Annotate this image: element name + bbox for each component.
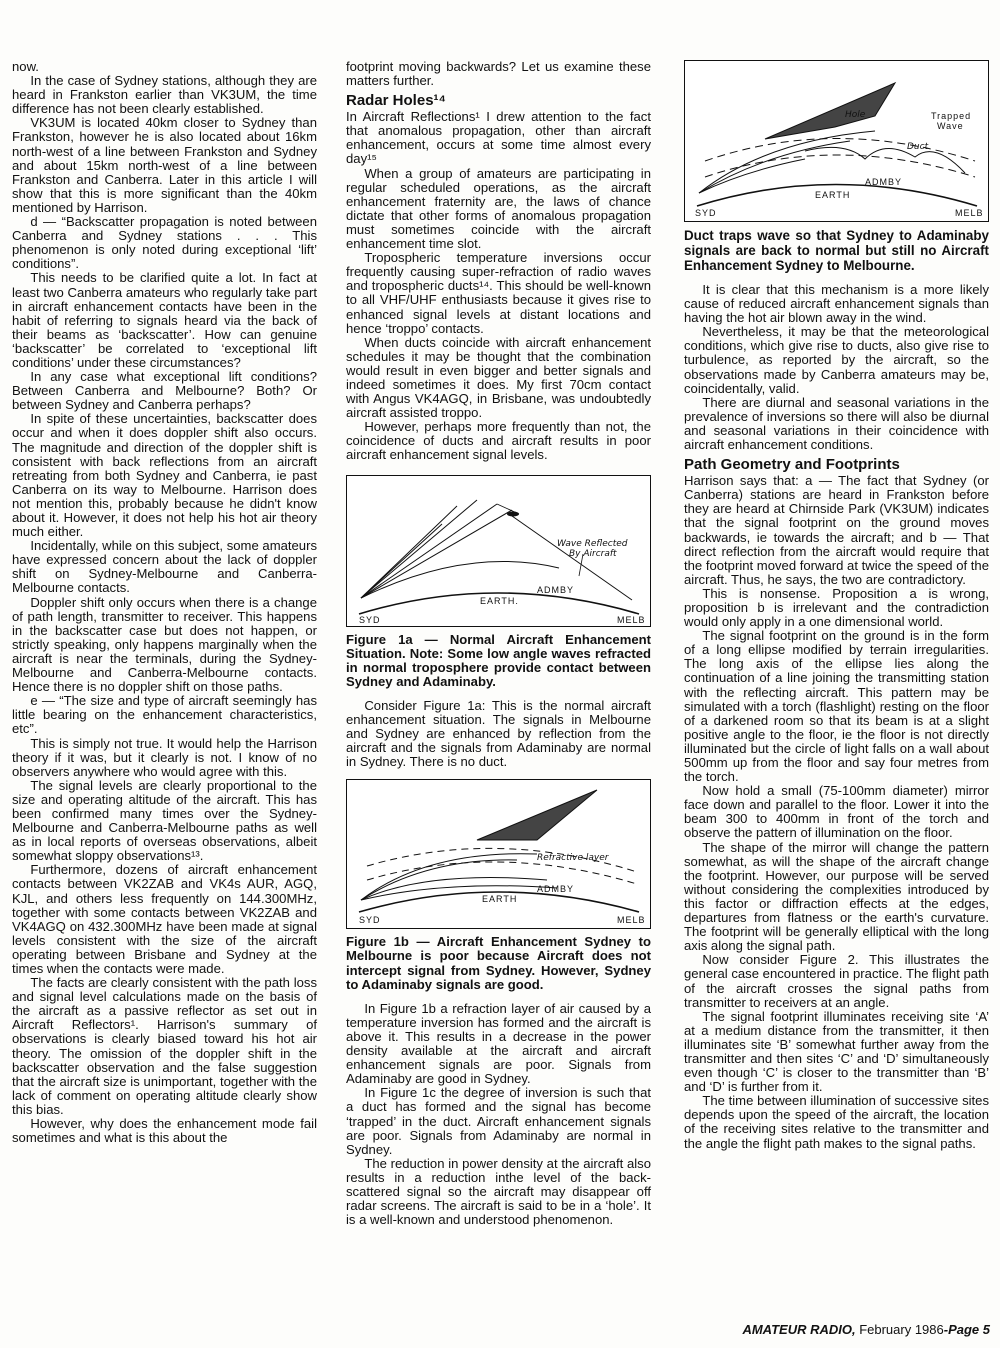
- paragraph: now.: [12, 59, 39, 74]
- paragraph: This is nonsense. Proposition a is wrong, proposition b is irrelevant and the contradiction would only apply in a one dimensional world.: [684, 585, 989, 630]
- paragraph: Now consider Figure 2. This illustrates the general case encountered in practice. The flight path of the aircraft crosses the signal paths from transmitter to receivers at an angle.: [684, 952, 989, 1010]
- figure-1c-label-trapped: Trapped: [931, 111, 972, 121]
- paragraph: It is clear that this mechanism is a more likely cause of reduced aircraft enhancement signals than having the hot air blown away in the wind.: [684, 282, 989, 326]
- figure-1c-label-syd: SYD: [695, 208, 717, 218]
- paragraph: The reduction in power density at the aircraft also results in a reduction inthe level of the back-scattered signal so the aircraft may disappear off radar screens. The aircraft is said to be in a ‘hole’. It is a well-known and understood phenomenon.: [346, 1155, 651, 1228]
- figure-1b-label-admby: ADMBY: [537, 884, 575, 895]
- paragraph: Tropospheric temperature inversions occur frequently causing super-refraction of radio waves and tropospheric ducts¹⁴. This should be well-known to all VHF/UHF enthusiasts because it gives rise to enhanced signal levels at distant locations and hence ‘troppo’ contacts.: [346, 250, 651, 336]
- figure-1a-label-syd: SYD: [359, 614, 381, 625]
- paragraph: e — “The size and type of aircraft seemingly has little bearing on the enhancement characteristics, etc”.: [12, 693, 317, 737]
- paragraph: Harrison says that: a — The fact that Sydney (or Canberra) stations are heard in Frankston before they are heard at Chirnside Park (VK3UM) indicates that the signal footprint on the ground moves backwards, ie towards the aircraft; and b — That direct reflection from the aircraft would require that the footprint moved forward at twice the speed of the aircraft. Thus, he says, the two are contradictory.: [684, 473, 989, 587]
- figure-1a: [346, 475, 651, 627]
- paragraph: However, perhaps more frequently than not, the coincidence of ducts and aircraft results in poor aircraft enhancement signal levels.: [346, 419, 651, 463]
- paragraph: The signal footprint on the ground is in the form of a long ellipse modified by terrain irregularities. The long axis of the ellipse lies along the continuation of a line joining the transmitting station with the reflecting aircraft. This pattern may be simulated with a torch (flashlight) resting on the floor of a darkened room so that its beam is at a slight positive angle to the floor, ie the floor is not directly illuminated but the circle of light falls on a wall about 500mm up from the floor and say four metres from the torch.: [684, 628, 989, 785]
- paragraph: The facts are clearly consistent with the path loss and signal level calculations made on the basis of the aircraft as a passive reflector as set out in Aircraft Reflectors¹. Harrison's summary of observations is clearly biased toward his hot air theory. The omission of the doppler shift in the backscatter observation and the false suggestion that the aircraft size is unimportant, together with the lack of comment on operating altitude clearly show this bias.: [12, 975, 317, 1117]
- paragraph: VK3UM is located 40km closer to Sydney than Frankston, however he is also located about 16km north-west of a line between Frankston and Sydney and about 15km north-west of a line between Frankston and Canberra. Later in this article I will show that this is more significant than the 40km mentioned by Harrison.: [12, 115, 317, 215]
- paragraph: This needs to be clarified quite a lot. In fact at least two Canberra amateurs who regularly take part in aircraft enhancement contacts have been in the habit of referring to signals heard via the back of their beams as ‘backscatter’. How can genuine ‘backscatter’ be correlated to ‘exceptional lift conditions’ under these circumstances?: [12, 270, 317, 370]
- footer-magazine: AMATEUR RADIO,: [742, 1322, 856, 1337]
- figure-1b-label-refractive: Refractive layer: [537, 853, 609, 864]
- figure-1c-label-admby: ADMBY: [865, 177, 903, 187]
- figure-1b-diagram: [347, 780, 650, 928]
- paragraph: The shape of the mirror will change the pattern somewhat, as will the shape of the aircraft change the footprint. However, our purpose will be served without considering the complexities introduced by this factor or diffraction effects at the edges, departures from flatness or the earth's curvature. The footprint will be generally elliptical with the long axis along the signal path.: [684, 839, 989, 954]
- paragraph: The time between illumination of successive sites depends upon the speed of the aircraft, the location of the receiving sites relative to the transmitter and the angle the flight path makes to the signal paths.: [684, 1093, 989, 1151]
- paragraph: In Aircraft Reflections¹ I drew attention to the fact that anomalous propagation, other than aircraft enhancement, occurs at some time almost every day¹⁵: [346, 109, 651, 167]
- figure-1a-label-earth: EARTH.: [480, 595, 519, 606]
- figure-1c-label-duct: Duct: [907, 142, 929, 152]
- paragraph: When a group of amateurs are participating in regular scheduled operations, as the aircraft enhancement fraternity are, the laws of chance dictate that other forms of anomalous propagation must sometimes coincide with the aircraft enhancement time slot.: [346, 165, 651, 252]
- figure-1c-label-hole: Hole: [845, 110, 866, 120]
- paragraph: This is simply not true. It would help the Harrison theory if it was, but it clearly is not. I know of no observers anywhere who would agree with this.: [12, 735, 317, 779]
- figure-1b-caption: Figure 1b — Aircraft Enhancement Sydney to Melbourne is poor because Aircraft does not intercept signal from Sydney. However, Sydney to Adaminaby signals are good.: [346, 934, 651, 992]
- figure-1c-label-melb: MELB: [955, 208, 984, 218]
- figure-1c-label-trapped-2: Wave: [937, 121, 964, 131]
- figure-1b-label-melb: MELB: [617, 915, 646, 926]
- figure-1a-label-wave-2: By Aircraft: [569, 548, 617, 559]
- section-heading-path-geometry: Path Geometry and Footprints: [684, 456, 900, 474]
- figure-1c-label-earth: EARTH: [815, 190, 851, 200]
- figure-1c-caption: Duct traps wave so that Sydney to Adaminaby signals are back to normal but still no Aircraft Enhancement Sydney to Melbourne.: [684, 228, 989, 273]
- figure-1a-label-admby: ADMBY: [537, 584, 575, 595]
- paragraph: Furthermore, dozens of aircraft enhancement contacts between VK2ZAB and VK4s AUR, AGQ, KJL, and others less frequently on 144.300MHz, together with some contacts between VK2ZAB and VK4AGQ on 432.300MHz have been made at signal levels consistent with the size of the aircraft operating between Brisbane and Sydney at the times when the contacts were made.: [12, 862, 317, 976]
- figure-1a-label-melb: MELB: [617, 614, 646, 625]
- figure-1b-label-syd: SYD: [359, 915, 381, 926]
- paragraph: In any case what exceptional lift conditions? Between Canberra and Melbourne? Both? Or between Sydney and Canberra perhaps?: [12, 369, 317, 413]
- paragraph: In the case of Sydney stations, although they are heard in Frankston earlier than VK3UM, the time difference has not been clearly established.: [12, 73, 317, 117]
- paragraph: There are diurnal and seasonal variations in the prevalence of inversions so there will also be diurnal and seasonal variations in their coincidence with aircraft enhancement conditions.: [684, 394, 989, 453]
- paragraph: footprint moving backwards? Let us examine these matters further.: [346, 59, 651, 89]
- column-3: [684, 60, 989, 1151]
- column-1: [12, 60, 317, 1145]
- paragraph: Incidentally, while on this subject, some amateurs have expressed concern about the lack of doppler shift on Sydney-Melbourne and Canberra-Melbourne contacts.: [12, 538, 317, 596]
- paragraph: However, why does the enhancement mode fail sometimes and what is this about the: [12, 1116, 317, 1146]
- figure-1b: [346, 779, 651, 929]
- paragraph: Doppler shift only occurs when there is a change of path length, transmitter to receiver. This happens in the backscatter case but does not happen, or strictly speaking, only happens marginally when the aircraft is near the terminals, during the Sydney- Melbourne and Canberra-Melbourne contacts. Hence there is no doppler shift on those paths.: [12, 594, 317, 695]
- figure-1a-caption: Figure 1a — Normal Aircraft Enhancement Situation. Note: Some low angle waves refracted in normal troposphere provide contact between Sydney and Adaminaby.: [346, 631, 651, 689]
- footer-date: February 1986: [855, 1322, 944, 1337]
- paragraph: Now hold a small (75-100mm diameter) mirror face down and parallel to the floor. Lower it into the beam 300 to 400mm in front of the torch and observe the pattern of illumination on the floor.: [684, 783, 989, 841]
- paragraph: Nevertheless, it may be that the meteorological conditions, which give rise to ducts, also give rise to turbulence, as reported by the aircraft, so the observations made by Canberra amateurs may be, coincidentally, valid.: [684, 324, 989, 396]
- paragraph: In Figure 1c the degree of inversion is such that a duct has formed and the signal has become ‘trapped’ in the duct. Aircraft enhancement signals are poor. Signals from Adaminaby are normal in Sydney.: [346, 1085, 651, 1157]
- paragraph: When ducts coincide with aircraft enhancement schedules it may be thought that the combination would result in even bigger and better signals and indeed sometimes it does. My first 70cm contact with Angus VK4AGQ, in Brisbane, was undoubtedly aircraft assisted troppo.: [346, 334, 651, 421]
- page-footer: [0, 1322, 990, 1337]
- section-heading-radar-holes: Radar Holes¹⁴: [346, 92, 446, 110]
- figure-1a-diagram: [347, 476, 650, 626]
- figure-1c: [684, 60, 989, 222]
- figure-1b-label-earth: EARTH: [482, 894, 518, 905]
- paragraph: In Figure 1b a refraction layer of air caused by a temperature inversion has formed and the aircraft is above it. This results in a decrease in the power density available at the aircraft and aircraft enhancement signals are poor. Signals from Adaminaby are good in Sydney.: [346, 1000, 651, 1087]
- paragraph: The signal footprint illuminates receiving site ‘A’ at a medium distance from the transmitter, it then illuminates site ‘B’ somewhat further away from the transmitter and then sites ‘C’ and ‘D’ simultaneously even though ‘C’ is closer to the transmitter than ‘B’ and ‘D’ is further from it.: [684, 1008, 989, 1095]
- paragraph: Consider Figure 1a: This is the normal aircraft enhancement situation. The signals in Melbourne and Sydney are enhanced by reflection from the aircraft and the signals from Adaminaby are normal in Sydney. There is no duct.: [346, 697, 651, 770]
- figure-1c-diagram: [685, 61, 988, 221]
- footer-page-number: -Page 5: [943, 1322, 990, 1337]
- paragraph: d — “Backscatter propagation is noted between Canberra and Sydney stations . . . This phenomenon is only noted during exceptional ‘lift’ conditions”.: [12, 214, 317, 272]
- paragraph: The signal levels are clearly proportional to the size and operating altitude of the aircraft. This has been confirmed many times over the Sydney-Melbourne and Canberra-Melbourne paths as well as in local reports of overseas observations, albeit somewhat sloppy observations¹³.: [12, 777, 317, 864]
- figure-1a-label-wave: Wave Reflected: [557, 538, 628, 549]
- paragraph: In spite of these uncertainties, backscatter does occur and when it does doppler shift also occurs. The magnitude and direction of the doppler shift is consistent with back reflections from an aircraft retreating from both Sydney and Canberra, ie past Canberra on its way to Melbourne. Harrison does not mention this, probably because he didn't know about it. However, it does not help his hot air theory much either.: [12, 411, 317, 540]
- column-2: [346, 60, 651, 1227]
